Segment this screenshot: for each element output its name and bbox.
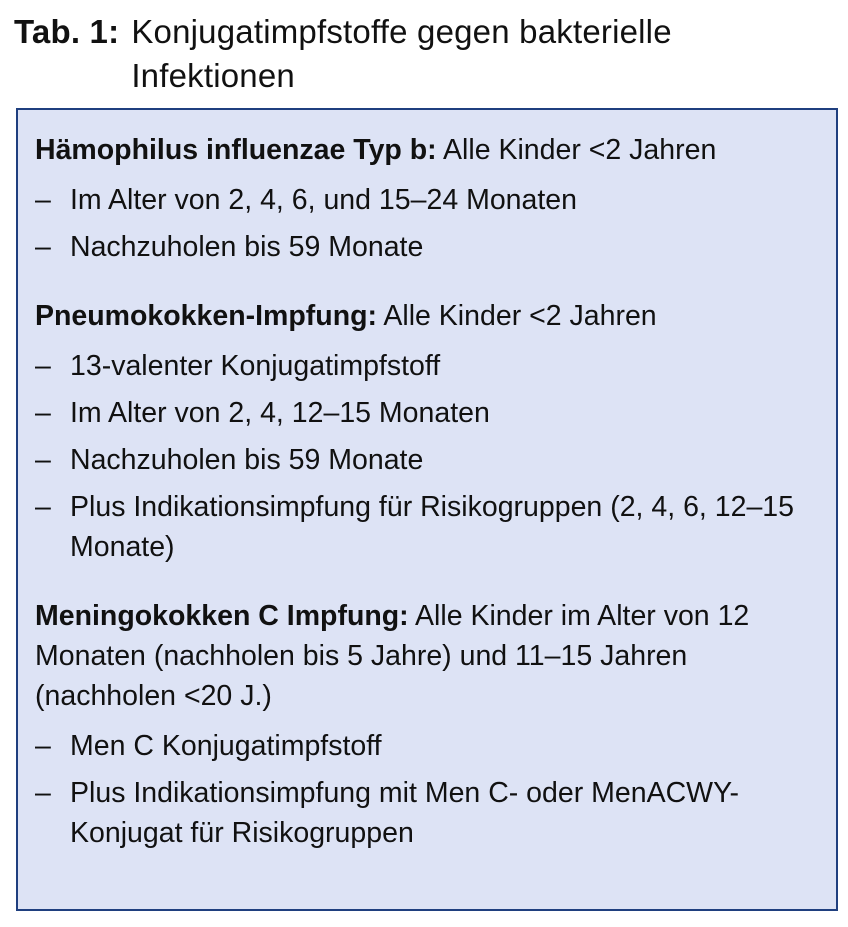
list-item: – Nachzuholen bis 59 Monate <box>35 440 818 480</box>
section-header <box>35 130 818 170</box>
item-list <box>35 346 818 567</box>
section-heading: Pneumokokken-Impfung: <box>35 300 378 332</box>
info-box <box>16 108 838 911</box>
list-item: – Nachzuholen bis 59 Monate <box>35 227 818 267</box>
list-item: – Im Alter von 2, 4, 12–15 Monaten <box>35 393 818 433</box>
list-item: – 13-valenter Konjugatimpfstoff <box>35 346 818 386</box>
section-pneumococcal <box>35 296 818 567</box>
list-item: – Im Alter von 2, 4, 6, und 15–24 Monaten <box>35 180 818 220</box>
section-header <box>35 296 818 336</box>
table-caption <box>14 10 834 98</box>
section-hib <box>35 130 818 267</box>
section-text: Alle Kinder <2 Jahren <box>377 300 657 332</box>
list-item: – Plus Indikationsimpfung für Risikogruppen (2, 4, 6, 12–15 Monate) <box>35 487 818 567</box>
section-text: Alle Kinder im Alter von 12 Monaten (nachholen bis 5 Jahre) und 11–15 Jahren (nachholen <20 J.) <box>35 600 750 712</box>
section-heading: Meningokokken C Impfung: <box>35 600 409 632</box>
section-heading: Hämophilus influenzae Typ b: <box>35 134 437 166</box>
list-item: – Plus Indikationsimpfung mit Men C- oder MenACWY-Konjugat für Risikogruppen <box>35 773 818 853</box>
item-list <box>35 726 818 853</box>
section-text: Alle Kinder <2 Jahren <box>436 134 717 166</box>
caption-title: Konjugatimpfstoffe gegen bakterielle Infektionen <box>131 13 672 94</box>
section-meningococcal <box>35 596 818 853</box>
item-list <box>35 180 818 267</box>
section-header <box>35 596 818 716</box>
list-item: – Men C Konjugatimpfstoff <box>35 726 818 766</box>
caption-label: Tab. 1: <box>14 13 120 50</box>
